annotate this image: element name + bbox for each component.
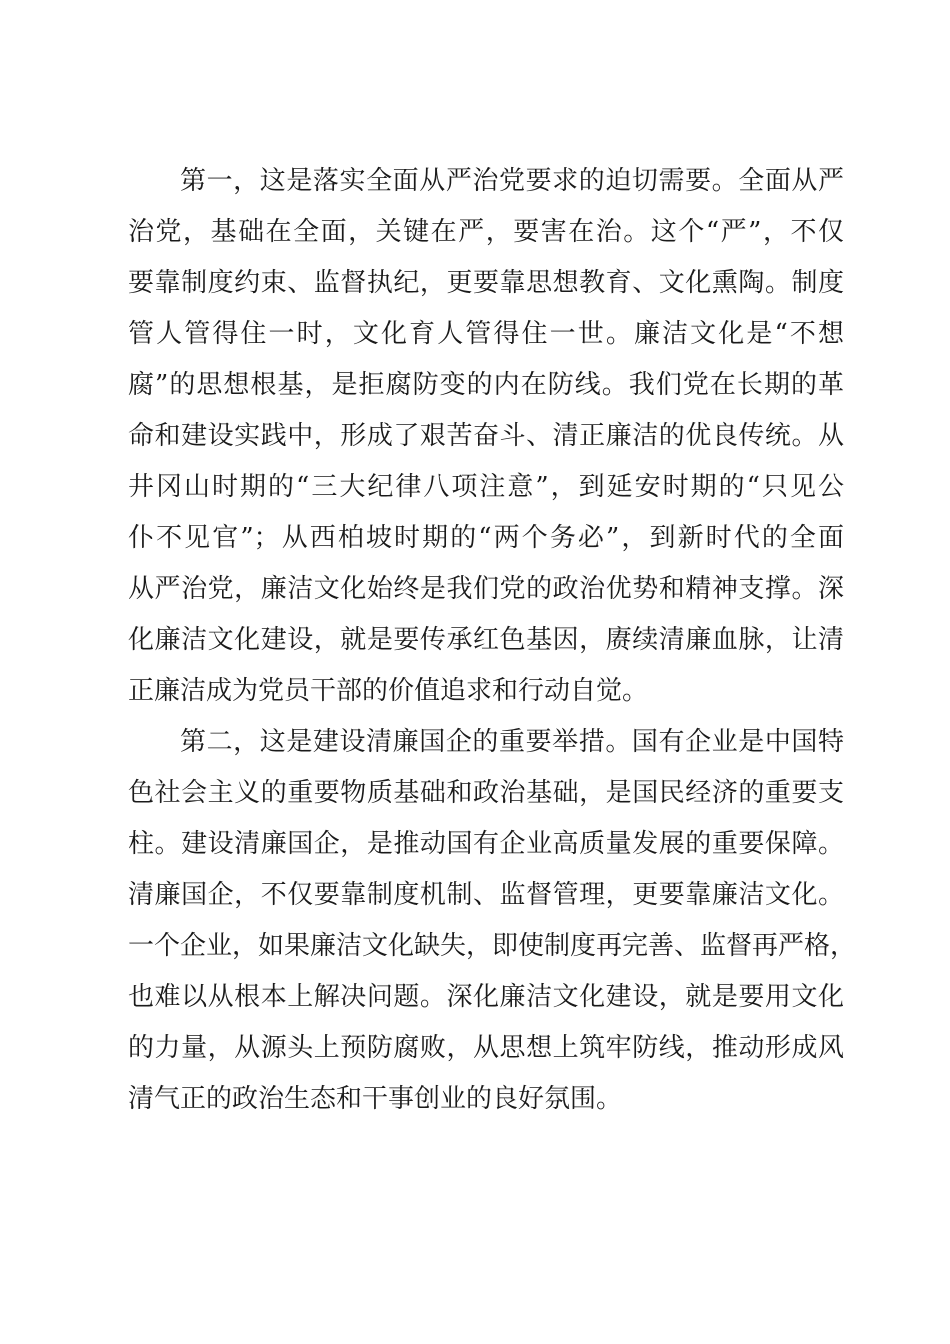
paragraph-2	[128, 717, 857, 1125]
paragraph-line: 化廉洁文化建设，就是要传承红色基因，赓续清廉血脉，让清	[128, 625, 844, 655]
paragraph-line: 也难以从根本上解决问题。深化廉洁文化建设，就是要用文化	[128, 982, 844, 1012]
paragraph-line: 柱。建设清廉国企，是推动国有企业高质量发展的重要保障。	[128, 829, 844, 859]
paragraph-line: 第一，这是落实全面从严治党要求的迫切需要。全面从严	[180, 166, 844, 196]
paragraph-line: 的力量，从源头上预防腐败，从思想上筑牢防线，推动形成风	[128, 1033, 844, 1063]
paragraph-line: 清气正的政治生态和干事创业的良好氛围。	[128, 1084, 623, 1114]
paragraph-line: 井冈山时期的“三大纪律八项注意”，到延安时期的“只见公	[128, 472, 844, 502]
paragraph-line: 治党，基础在全面，关键在严，要害在治。这个“严”，不仅	[128, 217, 844, 247]
document-body	[128, 156, 857, 1125]
paragraph-line: 仆不见官”；从西柏坡时期的“两个务必”，到新时代的全面	[128, 523, 844, 553]
paragraph-line: 一个企业，如果廉洁文化缺失，即使制度再完善、监督再严格，	[128, 931, 857, 961]
paragraph-line: 第二，这是建设清廉国企的重要举措。国有企业是中国特	[180, 727, 844, 757]
paragraph-line: 管人管得住一时，文化育人管得住一世。廉洁文化是“不想	[128, 319, 844, 349]
paragraph-line: 腐”的思想根基，是拒腐防变的内在防线。我们党在长期的革	[128, 370, 844, 400]
paragraph-line: 从严治党，廉洁文化始终是我们党的政治优势和精神支撑。深	[128, 574, 844, 604]
paragraph-line: 要靠制度约束、监督执纪，更要靠思想教育、文化熏陶。制度	[128, 268, 844, 298]
paragraph-1	[128, 156, 844, 717]
paragraph-line: 正廉洁成为党员干部的价值追求和行动自觉。	[128, 676, 649, 706]
paragraph-line: 命和建设实践中，形成了艰苦奋斗、清正廉洁的优良传统。从	[128, 421, 844, 451]
paragraph-line: 色社会主义的重要物质基础和政治基础，是国民经济的重要支	[128, 778, 844, 808]
paragraph-line: 清廉国企，不仅要靠制度机制、监督管理，更要靠廉洁文化。	[128, 880, 844, 910]
